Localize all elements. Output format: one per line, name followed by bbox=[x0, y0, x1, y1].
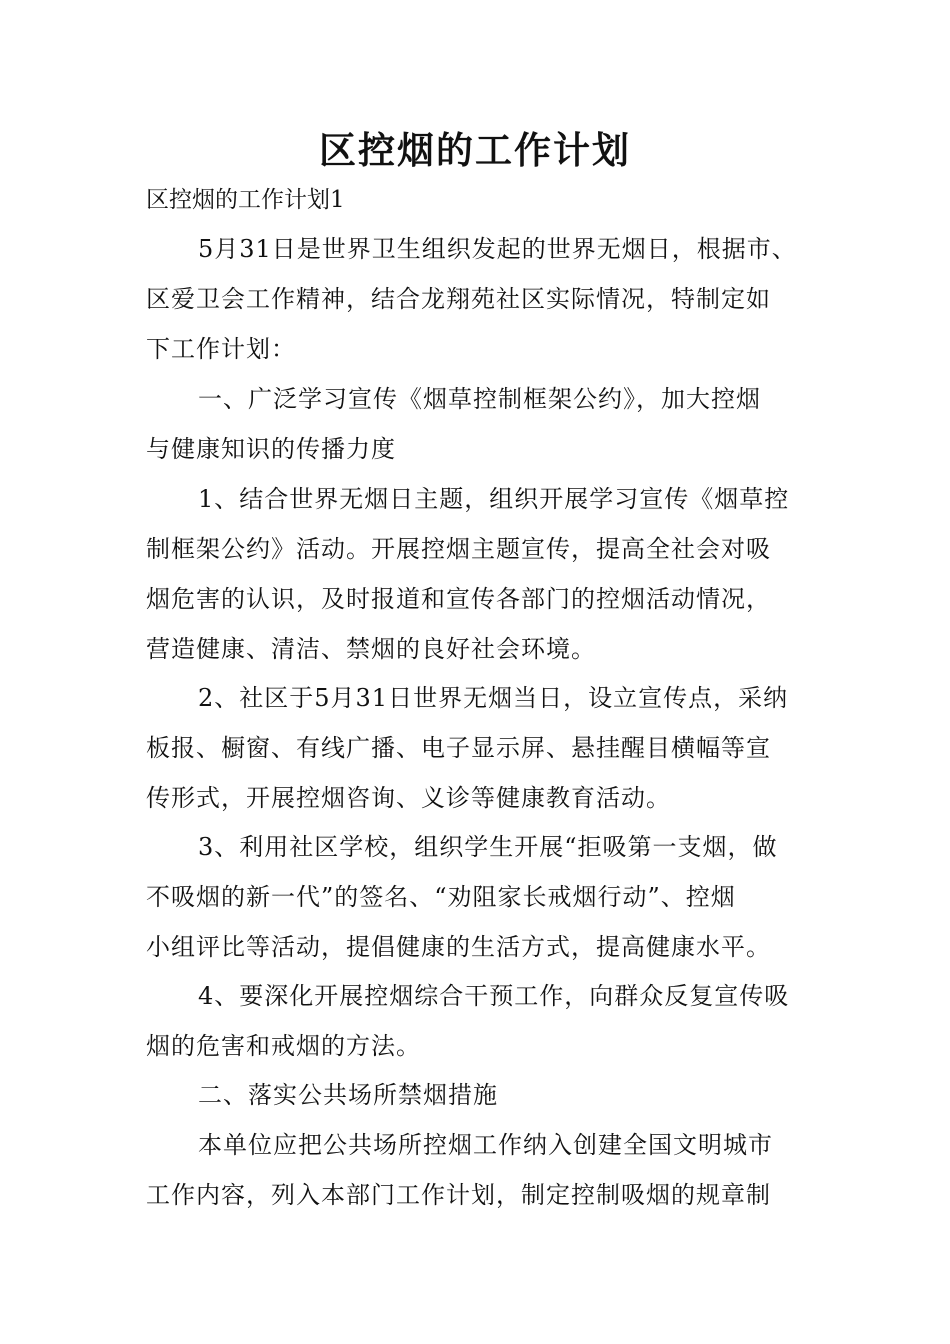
paragraph-line: 2、社区于5月31日世界无烟当日，设立宣传点，采纳 bbox=[198, 684, 789, 712]
paragraph-line: 传形式，开展控烟咨询、义诊等健康教育活动。 bbox=[146, 784, 671, 812]
paragraph-item-3 bbox=[146, 822, 826, 972]
section-heading-1 bbox=[146, 374, 826, 474]
paragraph-line: 下工作计划： bbox=[146, 335, 296, 363]
paragraph-item-2 bbox=[146, 673, 826, 823]
paragraph-line: 板报、橱窗、有线广播、电子显示屏、悬挂醒目横幅等宣 bbox=[146, 734, 771, 762]
paragraph-intro bbox=[146, 224, 826, 374]
paragraph-item-1 bbox=[146, 474, 826, 674]
paragraph-line: 3、利用社区学校，组织学生开展“拒吸第一支烟，做 bbox=[198, 833, 778, 861]
paragraph-line: 一、广泛学习宣传《烟草控制框架公约》，加大控烟 bbox=[198, 385, 761, 413]
paragraph-section-2 bbox=[146, 1120, 826, 1220]
document-title: 区控烟的工作计划 bbox=[319, 129, 631, 172]
paragraph-line: 5月31日是世界卫生组织发起的世界无烟日，根据市、 bbox=[198, 235, 797, 263]
paragraph-line: 营造健康、清洁、禁烟的良好社会环境。 bbox=[146, 635, 596, 663]
paragraph-line: 与健康知识的传播力度 bbox=[146, 435, 396, 463]
paragraph-line: 工作内容，列入本部门工作计划，制定控制吸烟的规章制 bbox=[146, 1181, 771, 1209]
paragraph-line: 小组评比等活动，提倡健康的生活方式，提高健康水平。 bbox=[146, 933, 771, 961]
paragraph-item-4 bbox=[146, 971, 826, 1071]
paragraph-line: 制框架公约》活动。开展控烟主题宣传，提高全社会对吸 bbox=[146, 535, 771, 563]
paragraph-line: 烟的危害和戒烟的方法。 bbox=[146, 1032, 421, 1060]
paragraph-line: 4、要深化开展控烟综合干预工作，向群众反复宣传吸 bbox=[198, 982, 790, 1010]
paragraph-line: 本单位应把公共场所控烟工作纳入创建全国文明城市 bbox=[198, 1131, 773, 1159]
paragraph-line: 烟危害的认识，及时报道和宣传各部门的控烟活动情况， bbox=[146, 585, 771, 613]
document-subtitle: 区控烟的工作计划1 bbox=[146, 187, 345, 213]
paragraph-line: 1、结合世界无烟日主题，组织开展学习宣传《烟草控 bbox=[198, 485, 790, 513]
paragraph-line: 区爱卫会工作精神，结合龙翔苑社区实际情况，特制定如 bbox=[146, 285, 771, 313]
paragraph-line: 不吸烟的新一代”的签名、“劝阻家长戒烟行动”、控烟 bbox=[146, 883, 736, 911]
paragraph-line: 二、落实公共场所禁烟措施 bbox=[198, 1081, 498, 1109]
section-heading-2 bbox=[146, 1070, 826, 1120]
